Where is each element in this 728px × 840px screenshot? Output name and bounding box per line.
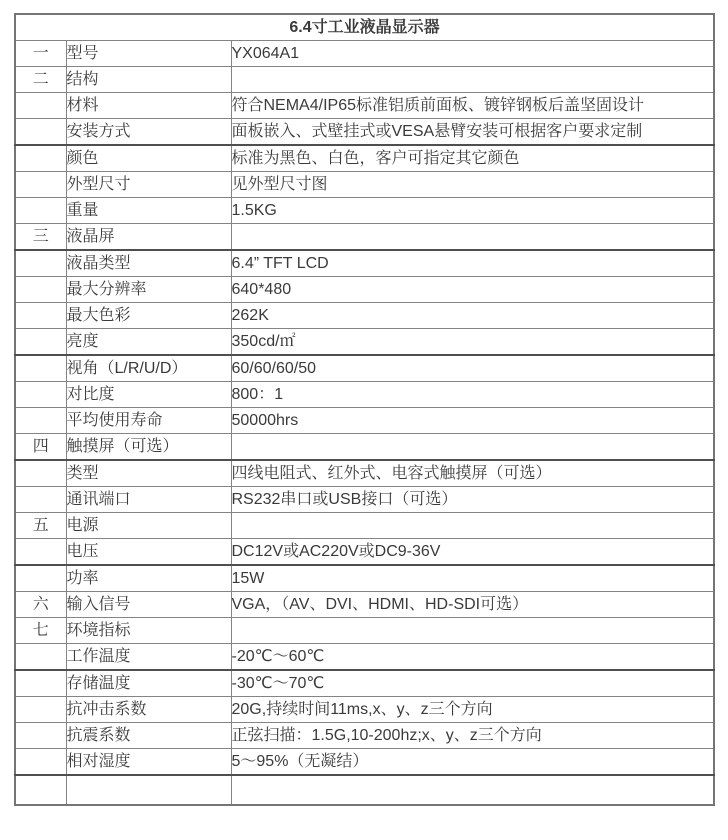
row-label-cell: 输入信号 — [66, 592, 231, 618]
row-value-cell: 20G,持续时间11ms,x、y、z三个方向 — [231, 697, 714, 723]
row-index-cell — [15, 539, 66, 566]
row-label-cell: 液晶类型 — [66, 250, 231, 277]
row-label-cell: 环境指标 — [66, 618, 231, 644]
table-title: 6.4寸工业液晶显示器 — [15, 14, 714, 41]
table-row — [15, 539, 714, 566]
table-row — [15, 487, 714, 513]
row-label-cell: 外型尺寸 — [66, 172, 231, 198]
row-label-cell: 颜色 — [66, 145, 231, 172]
table-row — [15, 644, 714, 671]
row-value-cell: VGA，（AV、DVI、HDMI、HD-SDI可选） — [231, 592, 714, 618]
row-index-cell — [15, 93, 66, 119]
row-label-cell: 平均使用寿命 — [66, 408, 231, 434]
table-row — [15, 775, 714, 805]
spec-table-container — [14, 13, 715, 806]
table-row — [15, 592, 714, 618]
row-index-cell: 六 — [15, 592, 66, 618]
table-row — [15, 224, 714, 251]
row-index-cell — [15, 277, 66, 303]
row-index-cell — [15, 198, 66, 224]
row-index-cell — [15, 487, 66, 513]
row-value-cell: 见外型尺寸图 — [231, 172, 714, 198]
table-row — [15, 172, 714, 198]
row-label-cell: 视角（L/R/U/D） — [66, 355, 231, 382]
table-row — [15, 723, 714, 749]
row-index-cell — [15, 565, 66, 592]
table-row — [15, 749, 714, 776]
row-label-cell: 最大色彩 — [66, 303, 231, 329]
table-row — [15, 565, 714, 592]
row-label-cell: 型号 — [66, 41, 231, 67]
row-value-cell: DC12V或AC220V或DC9-36V — [231, 539, 714, 566]
row-label-cell: 重量 — [66, 198, 231, 224]
row-value-cell — [231, 224, 714, 251]
row-label-cell: 结构 — [66, 67, 231, 93]
row-value-cell: 1.5KG — [231, 198, 714, 224]
row-value-cell: 面板嵌入、式壁挂式或VESA悬臂安装可根据客户要求定制 — [231, 119, 714, 146]
row-label-cell: 最大分辨率 — [66, 277, 231, 303]
row-value-cell: 四线电阻式、红外式、电容式触摸屏（可选） — [231, 460, 714, 487]
row-value-cell: RS232串口或USB接口（可选） — [231, 487, 714, 513]
row-index-cell — [15, 382, 66, 408]
row-label-cell: 材料 — [66, 93, 231, 119]
row-index-cell: 四 — [15, 434, 66, 461]
row-label-cell: 电源 — [66, 513, 231, 539]
row-label-cell: 存储温度 — [66, 670, 231, 697]
table-row — [15, 697, 714, 723]
row-value-cell — [231, 618, 714, 644]
row-value-cell: 符合NEMA4/IP65标准铝质前面板、镀锌钢板后盖坚固设计 — [231, 93, 714, 119]
table-row — [15, 67, 714, 93]
table-row — [15, 329, 714, 356]
row-value-cell: 5～95%（无凝结） — [231, 749, 714, 776]
table-row — [15, 277, 714, 303]
row-value-cell: 640*480 — [231, 277, 714, 303]
table-row — [15, 119, 714, 146]
row-label-cell — [66, 775, 231, 805]
table-row — [15, 250, 714, 277]
row-index-cell — [15, 697, 66, 723]
row-label-cell: 安装方式 — [66, 119, 231, 146]
row-value-cell — [231, 434, 714, 461]
row-label-cell: 功率 — [66, 565, 231, 592]
row-value-cell: 15W — [231, 565, 714, 592]
table-row — [15, 618, 714, 644]
row-label-cell: 通讯端口 — [66, 487, 231, 513]
table-row — [15, 198, 714, 224]
row-value-cell: 60/60/60/50 — [231, 355, 714, 382]
table-row — [15, 93, 714, 119]
row-index-cell — [15, 303, 66, 329]
row-index-cell: 三 — [15, 224, 66, 251]
row-label-cell: 工作温度 — [66, 644, 231, 671]
row-label-cell: 触摸屏（可选） — [66, 434, 231, 461]
row-index-cell — [15, 670, 66, 697]
table-row — [15, 145, 714, 172]
table-row — [15, 382, 714, 408]
row-index-cell — [15, 172, 66, 198]
row-value-cell: 262K — [231, 303, 714, 329]
row-index-cell — [15, 250, 66, 277]
row-value-cell: YX064A1 — [231, 41, 714, 67]
spec-table-body — [15, 41, 714, 806]
row-index-cell: 一 — [15, 41, 66, 67]
row-label-cell: 抗冲击系数 — [66, 697, 231, 723]
table-row — [15, 303, 714, 329]
row-value-cell: 350cd/㎡ — [231, 329, 714, 356]
row-value-cell: -30℃～70℃ — [231, 670, 714, 697]
table-row — [15, 408, 714, 434]
row-index-cell — [15, 723, 66, 749]
row-label-cell: 抗震系数 — [66, 723, 231, 749]
spec-table — [14, 13, 715, 806]
row-index-cell — [15, 775, 66, 805]
row-label-cell: 亮度 — [66, 329, 231, 356]
row-value-cell: 6.4” TFT LCD — [231, 250, 714, 277]
row-value-cell — [231, 513, 714, 539]
row-index-cell: 五 — [15, 513, 66, 539]
row-label-cell: 电压 — [66, 539, 231, 566]
row-label-cell: 对比度 — [66, 382, 231, 408]
row-index-cell — [15, 749, 66, 776]
row-value-cell: -20℃～60℃ — [231, 644, 714, 671]
row-index-cell: 二 — [15, 67, 66, 93]
row-value-cell: 800：1 — [231, 382, 714, 408]
row-value-cell: 50000hrs — [231, 408, 714, 434]
table-row — [15, 434, 714, 461]
row-label-cell: 类型 — [66, 460, 231, 487]
row-label-cell: 相对湿度 — [66, 749, 231, 776]
title-row — [15, 14, 714, 41]
table-row — [15, 513, 714, 539]
row-label-cell: 液晶屏 — [66, 224, 231, 251]
row-value-cell: 标准为黑色、白色，客户可指定其它颜色 — [231, 145, 714, 172]
row-value-cell: 正弦扫描：1.5G,10-200hz;x、y、z三个方向 — [231, 723, 714, 749]
row-index-cell — [15, 460, 66, 487]
table-row — [15, 41, 714, 67]
table-row — [15, 460, 714, 487]
row-index-cell — [15, 408, 66, 434]
row-value-cell — [231, 775, 714, 805]
row-index-cell — [15, 355, 66, 382]
row-index-cell — [15, 119, 66, 146]
table-row — [15, 670, 714, 697]
table-row — [15, 355, 714, 382]
row-index-cell: 七 — [15, 618, 66, 644]
row-index-cell — [15, 329, 66, 356]
row-value-cell — [231, 67, 714, 93]
row-index-cell — [15, 145, 66, 172]
row-index-cell — [15, 644, 66, 671]
